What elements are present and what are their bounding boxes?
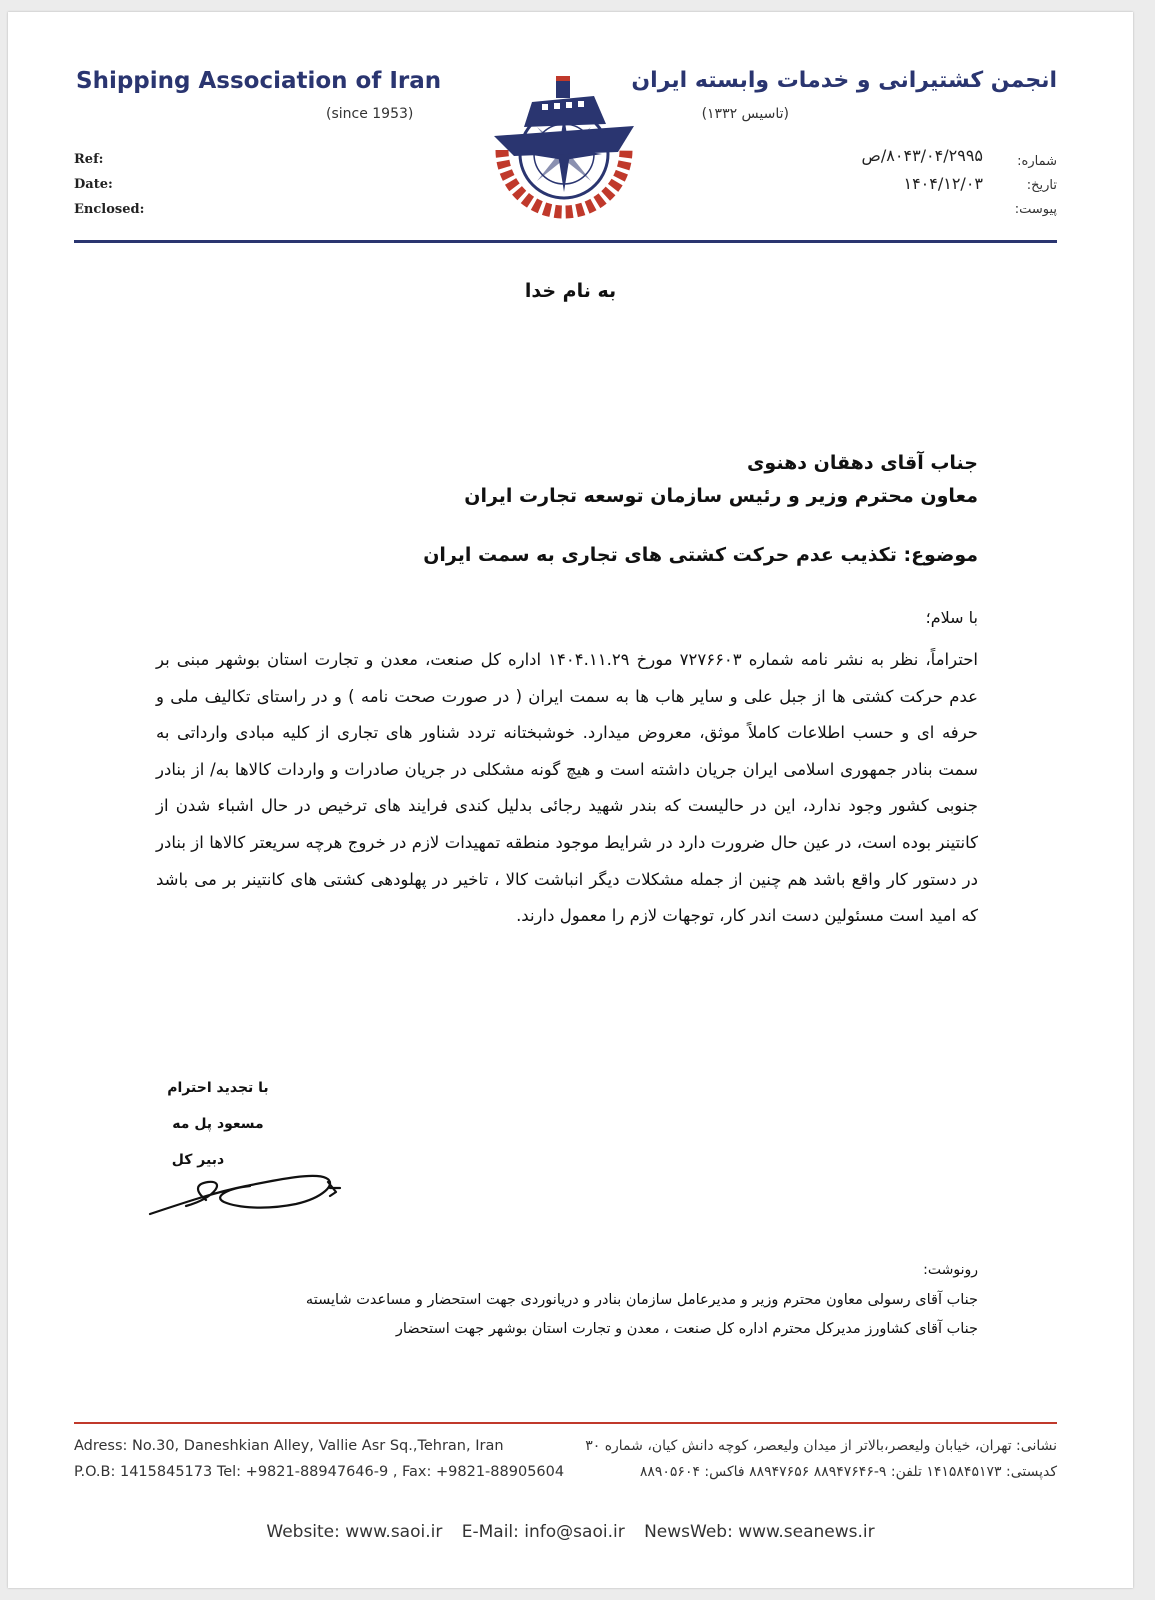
letter-body: احتراماً، نظر به نشر نامه شماره ۷۲۷۶۶۰۳ مورخ ۱۴۰۴.۱۱.۲۹ اداره کل صنعت، معدن و تجارت استان بوشهر مبنی بر عدم حرکت کشتی ها از جبل علی و سایر هاب ها به سمت ایران ( در صورت صحت نامه ) و در راستای تکالیف ملی و حرفه ای و حسب اطلاعات کاملاً موثق، معروض میدارد. خوشبختانه تردد شناور های تجاری از کلیه مبادی وارداتی به سمت بنادر جمهوری اسلامی ایران جریان داشته است و هیچ گونه مشکلی در جریان صادرات و واردات کالاها به/ از بنادر جنوبی کشور وجود ندارد، این در حالیست که بندر شهید رجائی بدلیل کندی فرایند های ترخیص در حال اشباء شدن از کانتینر بوده است، در عین حال ضرورت دارد در شرایط موجود منطقه تمهیدات لازم در خروج هرچه سریعتر کالاها از بنادر در دستور کار واقع باشد هم چنین از جمله مشکلات دیگر انباشت کالا ، تاخیر در پهلودهی کشتی های کانتینر بر می باشد که امید است مسئولین دست اندر کار، توجهات لازم را معمول دارند. [156,650,978,926]
footer-web-row [8,1522,1133,1542]
footer-address-fa: نشانی: تهران، خیابان ولیعصر،بالاتر از میدان ولیعصر، کوچه دانش کیان، شماره ۳۰ [585,1438,1057,1454]
cc-line: جناب آقای کشاورز مدیرکل محترم اداره کل صنعت ، معدن و تجارت استان بوشهر جهت استحضار [395,1321,978,1337]
cc-label: رونوشت: [923,1262,978,1278]
newsweb-link[interactable]: NewsWeb: www.seanews.ir [644,1522,875,1542]
enclosed-label-en: Enclosed: [74,202,145,217]
letter-date-value: ۱۴۰۴/۱۲/۰۳ [903,174,983,193]
letter-subject: موضوع: تکذیب عدم حرکت کشتی های تجاری به سمت ایران [423,544,978,566]
header-divider [74,240,1057,243]
date-label-en: Date: [74,177,113,192]
enclosed-label-fa: پیوست: [1014,202,1057,217]
recipient-title: معاون محترم وزیر و رئیس سازمان توسعه تجارت ایران [464,485,978,507]
footer-contact-en: P.O.B: 1415845173 Tel: +9821-88947646-9 , Fax: +9821-88905604 [74,1464,565,1480]
org-name-en: Shipping Association of Iran [76,68,442,94]
signature-closing: با تجدید احترام [167,1080,269,1096]
footer-divider [74,1422,1057,1424]
ship-compass-rope-logo-icon [484,72,644,222]
org-name-fa: انجمن کشتیرانی و خدمات وابسته ایران [631,68,1057,93]
footer-contact-fa: کدپستی: ۱۴۱۵۸۴۵۱۷۳ تلفن: ۹-۸۸۹۴۷۶۴۶ ۸۸۹۴۷۶۵۶ فاکس: ۸۸۹۰۵۶۰۴ [639,1464,1057,1480]
number-label-fa: شماره: [1017,154,1057,169]
signature-title: دبیر کل [171,1152,225,1168]
basmala: به نام خدا [524,280,617,302]
email-link[interactable]: E-Mail: info@saoi.ir [461,1522,625,1542]
footer-address-en: Adress: No.30, Daneshkian Alley, Vallie Asr Sq.,Tehran, Iran [74,1438,504,1454]
ref-label-en: Ref: [74,152,104,167]
website-link[interactable]: Website: www.saoi.ir [266,1522,443,1542]
letter-number-value: ۸۰۴۳/۰۴/۲۹۹۵/ص [861,146,983,165]
cc-line: جناب آقای رسولی معاون محترم وزیر و مدیرعامل سازمان بنادر و دریانوردی جهت استحضار و مساعدت شایسته [305,1292,978,1308]
handwritten-signature-icon [146,1152,346,1222]
signature-name: مسعود پل مه [172,1116,264,1132]
letter-page [8,12,1133,1588]
since-fa: (تاسیس ۱۳۳۲) [701,106,789,122]
recipient-name: جناب آقای دهقان دهنوی [747,452,978,474]
date-label-fa: تاریخ: [1026,178,1057,193]
since-en: (since 1953) [326,106,414,122]
greeting: با سلام؛ [925,608,978,627]
